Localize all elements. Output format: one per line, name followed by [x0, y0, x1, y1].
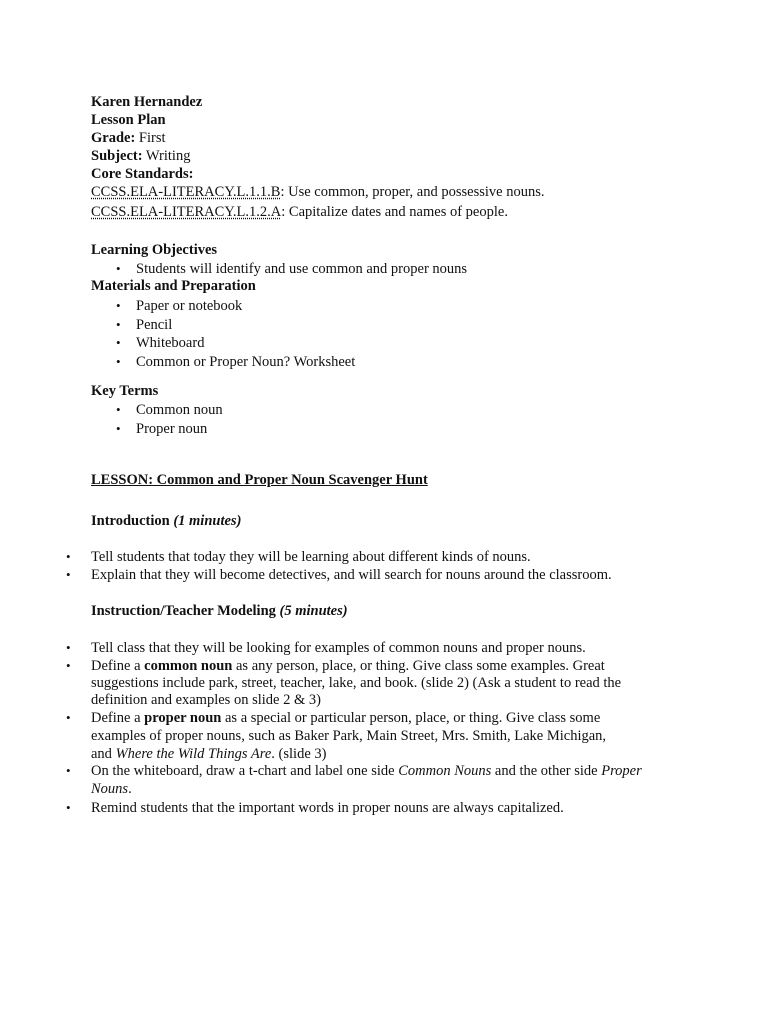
list-item-continuation: suggestions include park, street, teacher, lake, and book. (slide 2) (Ask a student to read the: [91, 675, 622, 691]
list-item-continuation: examples of proper nouns, such as Baker Park, Main Street, Mrs. Smith, Lake Michigan,: [91, 728, 607, 744]
list-item-text: Explain that they will become detectives, and will search for nouns around the classroom.: [91, 567, 612, 583]
subject-label: Subject:: [91, 148, 143, 164]
list-item-text: Tell students that today they will be learning about different kinds of nouns.: [91, 549, 531, 565]
label-common-nouns: Common Nouns: [398, 763, 492, 779]
modeling-heading: [91, 602, 348, 620]
bullet-icon: •: [116, 317, 121, 332]
list-item-text: Whiteboard: [136, 335, 205, 351]
bullet-icon: •: [116, 261, 121, 276]
list-item-text: Proper noun: [136, 421, 208, 437]
list-item-text: [91, 657, 605, 675]
text-run: .: [128, 781, 132, 797]
bullet-icon: •: [66, 567, 71, 582]
standard-1-code-link[interactable]: CCSS.ELA-LITERACY.L.1.1.B: [91, 184, 281, 200]
list-item-text: Pencil: [136, 317, 173, 333]
term-common-noun: common noun: [144, 658, 233, 674]
modeling-heading-text: Instruction/Teacher Modeling: [91, 603, 276, 619]
bullet-icon: •: [66, 763, 71, 778]
bullet-icon: •: [116, 354, 121, 369]
subject-line: [91, 147, 190, 165]
list-item-text: Common or Proper Noun? Worksheet: [136, 354, 356, 370]
doc-type: Lesson Plan: [91, 112, 166, 128]
standard-1: [91, 183, 544, 201]
grade-line: [91, 129, 166, 147]
term-proper-noun: proper noun: [144, 710, 222, 726]
label-nouns: Nouns: [91, 781, 129, 797]
standard-2-text: : Capitalize dates and names of people.: [281, 204, 508, 220]
lesson-title: LESSON: Common and Proper Noun Scavenger Hunt: [91, 472, 428, 488]
author-name: Karen Hernandez: [91, 94, 203, 110]
text-run: as a special or particular person, place, or thing. Give class some: [221, 710, 601, 726]
introduction-heading: [91, 512, 241, 530]
standard-1-text: : Use common, proper, and possessive nouns.: [280, 184, 545, 200]
bullet-icon: •: [66, 800, 71, 815]
list-item-text: Students will identify and use common and proper nouns: [136, 261, 468, 277]
key-terms-heading: Key Terms: [91, 383, 159, 399]
text-run: Define a: [91, 710, 145, 726]
bullet-icon: •: [66, 658, 71, 673]
standard-2: [91, 203, 508, 221]
learning-objectives-heading: Learning Objectives: [91, 242, 218, 258]
list-item-text: [91, 709, 600, 727]
bullet-icon: •: [116, 335, 121, 350]
bullet-icon: •: [66, 640, 71, 655]
list-item-text: Remind students that the important words in proper nouns are always capitalized.: [91, 800, 564, 816]
text-run: Define a: [91, 658, 145, 674]
bullet-icon: •: [116, 402, 121, 417]
list-item-continuation: [91, 780, 132, 798]
standard-2-code-link[interactable]: CCSS.ELA-LITERACY.L.1.2.A: [91, 204, 282, 220]
label-proper: Proper: [601, 763, 642, 779]
list-item-text: [91, 762, 642, 780]
introduction-duration: (1 minutes): [173, 513, 242, 529]
modeling-duration: (5 minutes): [279, 603, 348, 619]
list-item-text: Common noun: [136, 402, 223, 418]
text-run: . (slide 3): [271, 746, 327, 762]
text-run: and: [91, 746, 116, 762]
subject-value: Writing: [142, 148, 191, 164]
text-run: as any person, place, or thing. Give class some examples. Great: [232, 658, 605, 674]
bullet-icon: •: [66, 710, 71, 725]
grade-value: First: [135, 130, 166, 146]
bullet-icon: •: [116, 421, 121, 436]
list-item-continuation: definition and examples on slide 2 & 3): [91, 692, 321, 708]
text-run: and the other side: [491, 763, 602, 779]
materials-heading: Materials and Preparation: [91, 278, 256, 294]
list-item-continuation: [91, 745, 326, 763]
bullet-icon: •: [116, 298, 121, 313]
text-run: On the whiteboard, draw a t-chart and label one side: [91, 763, 399, 779]
book-title: Where the Wild Things Are: [115, 746, 272, 762]
list-item-text: Tell class that they will be looking for examples of common nouns and proper nouns.: [91, 640, 586, 656]
bullet-icon: •: [66, 549, 71, 564]
core-standards-label: Core Standards:: [91, 166, 194, 182]
grade-label: Grade:: [91, 130, 136, 146]
introduction-heading-text: Introduction: [91, 513, 170, 529]
list-item-text: Paper or notebook: [136, 298, 243, 314]
